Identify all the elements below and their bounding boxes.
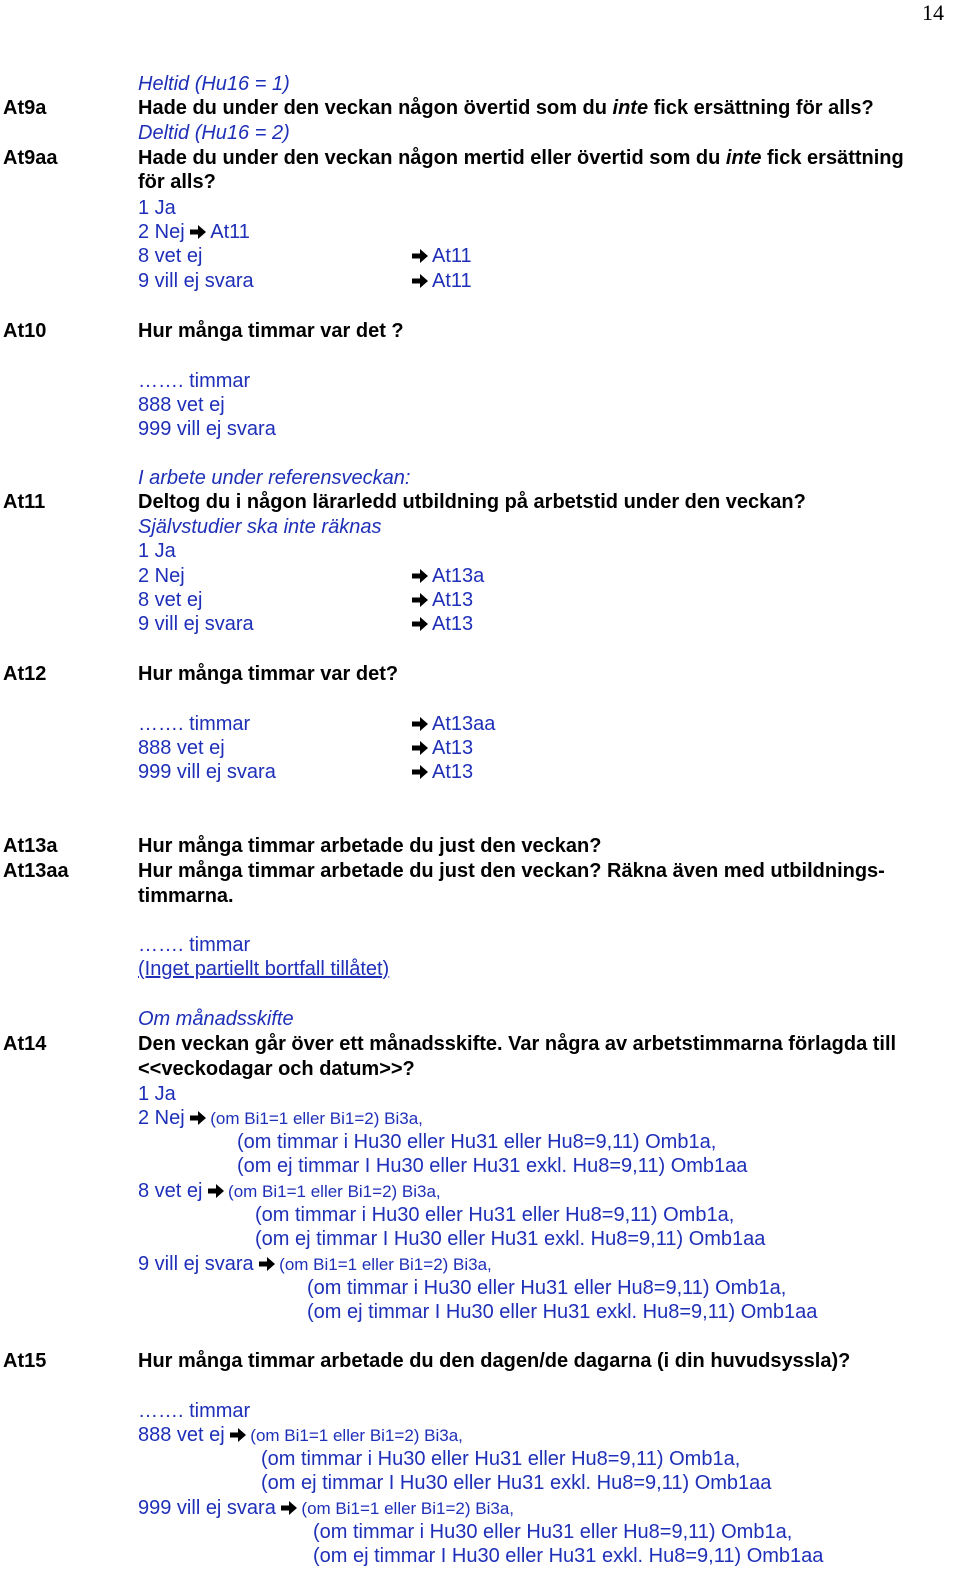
page-number: 14 bbox=[922, 0, 944, 25]
routing-ej: (om ej timmar I Hu30 eller Hu31 exkl. Hu8=9,11) Omb1aa bbox=[255, 1228, 766, 1250]
condition-parttime: Deltid (Hu16 = 2) bbox=[138, 122, 290, 144]
option-888-target: At13 bbox=[412, 736, 473, 760]
option-9: 9 vill ej svara bbox=[138, 613, 254, 635]
arrow-right-icon bbox=[412, 274, 428, 288]
question-code-at15: At15 bbox=[3, 1350, 47, 1372]
question-code-at14: At14 bbox=[3, 1033, 47, 1055]
arrow-right-icon bbox=[412, 717, 428, 731]
option-1: 1 Ja bbox=[138, 197, 176, 219]
question-at15: Hur många timmar arbetade du den dagen/de dagarna (i din huvudsyssla)? bbox=[138, 1350, 851, 1372]
routing-hu30: (om timmar i Hu30 eller Hu31 eller Hu8=9,11) Omb1a, bbox=[255, 1204, 735, 1226]
question-code-at12: At12 bbox=[3, 663, 47, 685]
arrow-right-icon bbox=[259, 1257, 275, 1271]
hours-field: ……. timmar bbox=[138, 934, 251, 956]
arrow-right-icon bbox=[412, 765, 428, 779]
option-2: 2 Nej (om Bi1=1 eller Bi1=2) Bi3a, bbox=[138, 1107, 423, 1129]
routing-hu30: (om timmar i Hu30 eller Hu31 eller Hu8=9,11) Omb1a, bbox=[261, 1448, 741, 1470]
arrow-right-icon bbox=[230, 1428, 246, 1442]
routing-hu30: (om timmar i Hu30 eller Hu31 eller Hu8=9,11) Omb1a, bbox=[307, 1277, 787, 1299]
option-888: 888 vet ej (om Bi1=1 eller Bi1=2) Bi3a, bbox=[138, 1424, 463, 1446]
arrow-right-icon bbox=[412, 617, 428, 631]
question-at9aa: Hade du under den veckan någon mertid eller övertid som du inte fick ersättning bbox=[138, 147, 904, 169]
question-code-at9a: At9a bbox=[3, 97, 47, 119]
option-9-target: At13 bbox=[412, 612, 473, 636]
hours-field: ……. timmar bbox=[138, 713, 251, 735]
option-9: 9 vill ej svara bbox=[138, 270, 254, 292]
option-999: 999 vill ej svara bbox=[138, 761, 276, 783]
condition-fulltime: Heltid (Hu16 = 1) bbox=[138, 73, 290, 95]
routing-ej: (om ej timmar I Hu30 eller Hu31 exkl. Hu8=9,11) Omb1aa bbox=[261, 1472, 772, 1494]
question-at10: Hur många timmar var det ? bbox=[138, 320, 404, 342]
arrow-right-icon bbox=[208, 1184, 224, 1198]
option-2-target: At13a bbox=[412, 564, 484, 588]
question-code-at11: At11 bbox=[3, 491, 46, 513]
routing-ej: (om ej timmar I Hu30 eller Hu31 exkl. Hu8=9,11) Omb1aa bbox=[237, 1155, 748, 1177]
question-at12: Hur många timmar var det? bbox=[138, 663, 399, 685]
arrow-right-icon bbox=[281, 1501, 297, 1515]
option-888: 888 vet ej bbox=[138, 394, 225, 416]
option-9: 9 vill ej svara (om Bi1=1 eller Bi1=2) Bi3a, bbox=[138, 1253, 492, 1275]
question-at14-line2: <<veckodagar och datum>>? bbox=[138, 1058, 415, 1080]
option-999: 999 vill ej svara bbox=[138, 418, 276, 440]
condition-at14: Om månadsskifte bbox=[138, 1008, 294, 1030]
routing-ej: (om ej timmar I Hu30 eller Hu31 exkl. Hu8=9,11) Omb1aa bbox=[307, 1301, 818, 1323]
question-code-at10: At10 bbox=[3, 320, 47, 342]
option-1: 1 Ja bbox=[138, 540, 176, 562]
option-2: 2 Nej bbox=[138, 565, 185, 587]
option-999-target: At13 bbox=[412, 760, 473, 784]
question-at13a: Hur många timmar arbetade du just den veckan? bbox=[138, 835, 602, 857]
option-8: 8 vet ej bbox=[138, 589, 203, 611]
routing-hu30: (om timmar i Hu30 eller Hu31 eller Hu8=9,11) Omb1a, bbox=[237, 1131, 717, 1153]
condition-at11: I arbete under referensveckan: bbox=[138, 467, 411, 489]
option-8: 8 vet ej (om Bi1=1 eller Bi1=2) Bi3a, bbox=[138, 1180, 441, 1202]
option-999: 999 vill ej svara (om Bi1=1 eller Bi1=2) Bi3a, bbox=[138, 1497, 515, 1519]
question-at14: Den veckan går över ett månadsskifte. Var några av arbetstimmarna förlagda till bbox=[138, 1033, 897, 1055]
arrow-right-icon bbox=[412, 741, 428, 755]
option-8-target: At11 bbox=[412, 244, 472, 268]
hours-field: ……. timmar bbox=[138, 1400, 251, 1422]
option-888: 888 vet ej bbox=[138, 737, 225, 759]
question-at13aa: Hur många timmar arbetade du just den veckan? Räkna även med utbildnings- bbox=[138, 860, 885, 882]
question-at9aa-line2: för alls? bbox=[138, 171, 216, 193]
question-code-at9aa: At9aa bbox=[3, 147, 58, 169]
question-at13aa-line2: timmarna. bbox=[138, 885, 234, 907]
option-9-target: At11 bbox=[412, 269, 472, 293]
option-2: 2 Nej At11 bbox=[138, 221, 250, 243]
question-code-at13aa: At13aa bbox=[3, 860, 69, 882]
question-code-at13a: At13a bbox=[3, 835, 58, 857]
routing-hu30: (om timmar i Hu30 eller Hu31 eller Hu8=9,11) Omb1a, bbox=[313, 1521, 793, 1543]
arrow-right-icon bbox=[412, 569, 428, 583]
question-at9a: Hade du under den veckan någon övertid som du inte fick ersättning för alls? bbox=[138, 97, 874, 119]
hours-target: At13aa bbox=[412, 712, 495, 736]
arrow-right-icon bbox=[412, 249, 428, 263]
question-at11: Deltog du i någon lärarledd utbildning på arbetstid under den veckan? bbox=[138, 491, 806, 513]
arrow-right-icon bbox=[190, 225, 206, 239]
note-no-partial-dropout: (Inget partiellt bortfall tillåtet) bbox=[138, 958, 390, 980]
arrow-right-icon bbox=[190, 1111, 206, 1125]
hours-field: ……. timmar bbox=[138, 370, 251, 392]
option-1: 1 Ja bbox=[138, 1083, 176, 1105]
note-at11: Självstudier ska inte räknas bbox=[138, 516, 382, 538]
option-8-target: At13 bbox=[412, 588, 473, 612]
routing-ej: (om ej timmar I Hu30 eller Hu31 exkl. Hu8=9,11) Omb1aa bbox=[313, 1545, 824, 1567]
option-8: 8 vet ej bbox=[138, 245, 203, 267]
arrow-right-icon bbox=[412, 593, 428, 607]
